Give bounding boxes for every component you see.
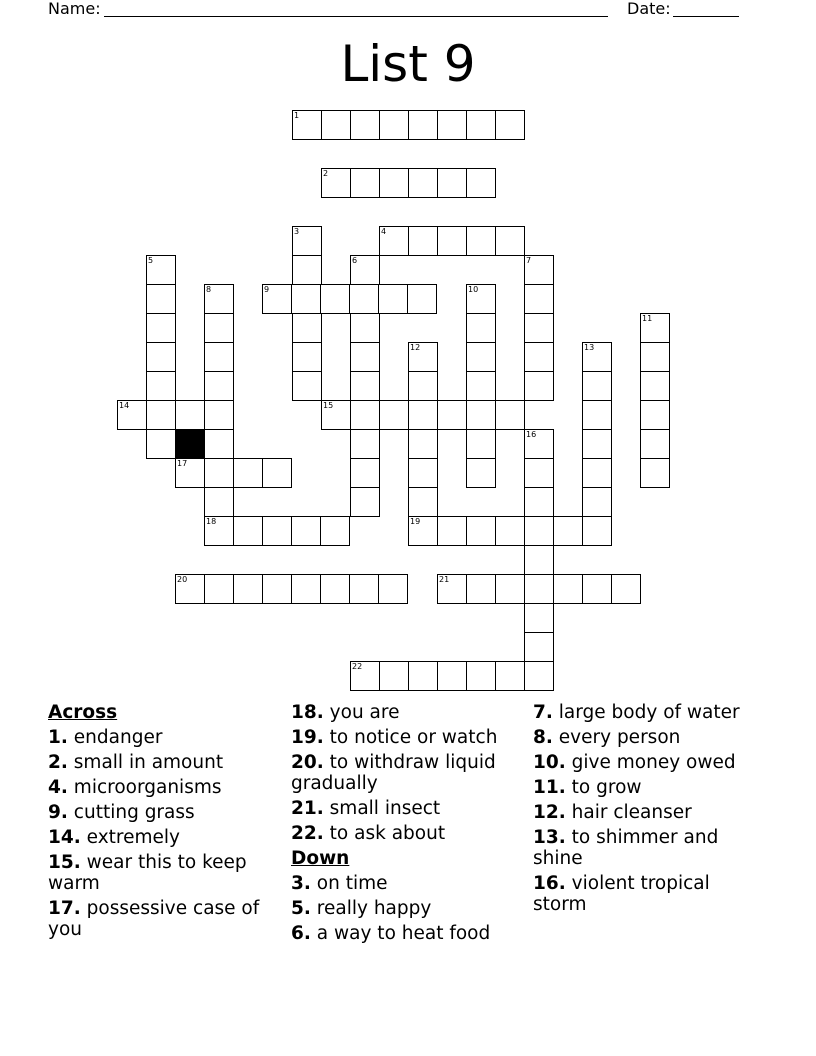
clue-number: 22 [352, 662, 363, 671]
crossword-cell[interactable] [291, 284, 321, 314]
crossword-cell[interactable] [408, 458, 438, 488]
crossword-cell[interactable] [524, 284, 554, 314]
clues-column-3 [533, 702, 763, 919]
across-clue: 22. to ask about [291, 823, 446, 844]
crossword-cell[interactable] [349, 574, 379, 604]
page-title: List 9 [340, 35, 476, 93]
crossword-cell[interactable] [408, 487, 438, 517]
crossword-cell[interactable] [204, 458, 234, 488]
clue-number: 7 [526, 256, 532, 265]
down-clue: 6. a way to heat food [291, 923, 491, 944]
crossword-cell[interactable] [378, 284, 408, 314]
crossword-cell[interactable] [233, 516, 263, 546]
crossword-cell[interactable] [524, 603, 554, 633]
crossword-cell[interactable] [495, 516, 525, 546]
crossword-cell[interactable] [437, 661, 467, 691]
crossword-cell[interactable] [553, 516, 583, 546]
crossword-cell[interactable] [640, 458, 670, 488]
crossword-cell[interactable] [408, 661, 438, 691]
crossword-cell[interactable] [466, 516, 496, 546]
crossword-cell[interactable] [466, 661, 496, 691]
crossword-cell[interactable] [437, 400, 467, 430]
crossword-cell[interactable] [466, 313, 496, 343]
crossword-cell[interactable] [524, 255, 554, 285]
crossword-cell[interactable] [204, 342, 234, 372]
down-clue: 10. give money owed [533, 752, 736, 773]
crossword-cell[interactable] [379, 110, 409, 140]
crossword-cell[interactable] [204, 487, 234, 517]
crossword-cell[interactable] [582, 574, 612, 604]
across-clue: 14. extremely [48, 827, 181, 848]
crossword-cell[interactable] [495, 661, 525, 691]
crossword-cell[interactable] [350, 429, 380, 459]
clue-number: 20 [177, 575, 188, 584]
crossword-cell[interactable] [350, 371, 380, 401]
crossword-cell[interactable] [320, 284, 350, 314]
crossword-cell[interactable] [379, 400, 409, 430]
crossword-cell[interactable] [553, 574, 583, 604]
crossword-cell[interactable] [437, 574, 467, 604]
date-label: Date: [627, 0, 671, 18]
down-clue: 16. violent tropical storm [533, 873, 710, 915]
clue-number: 4 [381, 227, 387, 236]
crossword-cell[interactable] [466, 226, 496, 256]
crossword-cell[interactable] [408, 342, 438, 372]
clue-number: 6 [352, 256, 358, 265]
clue-number: 3 [294, 227, 300, 236]
clues-column-2 [291, 702, 523, 948]
crossword-cell[interactable] [408, 226, 438, 256]
clue-number: 18 [206, 517, 217, 526]
crossword-cell[interactable] [408, 516, 438, 546]
crossword-cell[interactable] [524, 516, 554, 546]
crossword-cell[interactable] [321, 400, 351, 430]
name-label: Name: [48, 0, 101, 18]
clue-number: 9 [264, 285, 270, 294]
crossword-cell[interactable] [640, 400, 670, 430]
crossword-cell[interactable] [408, 110, 438, 140]
crossword-cell[interactable] [262, 458, 292, 488]
crossword-cell[interactable] [350, 487, 380, 517]
crossword-cell[interactable] [640, 429, 670, 459]
clue-number: 5 [148, 256, 154, 265]
crossword-cell[interactable] [146, 313, 176, 343]
down-clue: 5. really happy [291, 898, 432, 919]
crossword-cell[interactable] [582, 429, 612, 459]
crossword-cell[interactable] [292, 110, 322, 140]
clue-number: 1 [294, 111, 300, 120]
across-clue: 17. possessive case of you [48, 898, 260, 940]
crossword-cell[interactable] [292, 226, 322, 256]
crossword-cell[interactable] [291, 516, 321, 546]
clue-number: 19 [410, 517, 421, 526]
crossword-cell[interactable] [146, 371, 176, 401]
crossword-cell[interactable] [466, 574, 496, 604]
crossword-cell[interactable] [204, 516, 234, 546]
crossword-cell[interactable] [524, 371, 554, 401]
crossword-cell[interactable] [466, 371, 496, 401]
crossword-cell[interactable] [582, 371, 612, 401]
crossword-cell[interactable] [350, 342, 380, 372]
across-clue: 2. small in amount [48, 752, 224, 773]
across-clue: 4. microorganisms [48, 777, 222, 798]
crossword-cell[interactable] [291, 574, 321, 604]
clue-number: 21 [439, 575, 450, 584]
crossword-cell[interactable] [117, 400, 147, 430]
crossword-cell[interactable] [524, 342, 554, 372]
crossword-cell[interactable] [379, 661, 409, 691]
crossword-cell[interactable] [640, 371, 670, 401]
down-clue: 12. hair cleanser [533, 802, 692, 823]
crossword-cell[interactable] [466, 110, 496, 140]
crossword-cell[interactable] [640, 342, 670, 372]
crossword-cell[interactable] [437, 110, 467, 140]
crossword-cell[interactable] [466, 458, 496, 488]
crossword-cell[interactable] [262, 516, 292, 546]
crossword-black-cell [175, 429, 205, 459]
crossword-cell[interactable] [582, 342, 612, 372]
crossword-cell[interactable] [204, 574, 234, 604]
crossword-cell[interactable] [292, 371, 322, 401]
crossword-cell[interactable] [204, 313, 234, 343]
crossword-cell[interactable] [611, 574, 641, 604]
clue-number: 14 [119, 401, 130, 410]
crossword-cell[interactable] [582, 400, 612, 430]
crossword-cell[interactable] [350, 400, 380, 430]
across-clue: 20. to withdraw liquid gradually [291, 752, 496, 794]
crossword-cell[interactable] [582, 516, 612, 546]
crossword-cell[interactable] [146, 255, 176, 285]
crossword-cell[interactable] [349, 284, 379, 314]
clues-column-1 [48, 702, 278, 944]
crossword-cell[interactable] [262, 574, 292, 604]
across-clue: 9. cutting grass [48, 802, 195, 823]
crossword-cell[interactable] [582, 487, 612, 517]
crossword-cell[interactable] [495, 226, 525, 256]
crossword-cell[interactable] [524, 632, 554, 662]
crossword-cell[interactable] [466, 429, 496, 459]
down-heading: Down [291, 848, 350, 869]
down-clue: 7. large body of water [533, 702, 740, 723]
clue-number: 11 [642, 314, 653, 323]
crossword-cell[interactable] [233, 574, 263, 604]
crossword-cell[interactable] [408, 429, 438, 459]
crossword-cell[interactable] [292, 255, 322, 285]
crossword-cell[interactable] [204, 400, 234, 430]
crossword-cell[interactable] [204, 284, 234, 314]
clue-number: 10 [468, 285, 479, 294]
clue-number: 8 [206, 285, 212, 294]
down-clue: 3. on time [291, 873, 388, 894]
across-clue: 19. to notice or watch [291, 727, 498, 748]
crossword-cell[interactable] [292, 342, 322, 372]
crossword-cell[interactable] [350, 168, 380, 198]
crossword-cell[interactable] [524, 487, 554, 517]
crossword-cell[interactable] [262, 284, 292, 314]
crossword-cell[interactable] [350, 255, 380, 285]
crossword-cell[interactable] [524, 429, 554, 459]
crossword-cell[interactable] [379, 168, 409, 198]
crossword-cell[interactable] [175, 574, 205, 604]
crossword-cell[interactable] [408, 371, 438, 401]
crossword-cell[interactable] [204, 371, 234, 401]
crossword-cell[interactable] [437, 516, 467, 546]
crossword-cell[interactable] [466, 284, 496, 314]
down-clue: 11. to grow [533, 777, 642, 798]
crossword-cell[interactable] [321, 110, 351, 140]
crossword-cell[interactable] [379, 226, 409, 256]
crossword-cell[interactable] [292, 313, 322, 343]
crossword-cell[interactable] [495, 110, 525, 140]
crossword-cell[interactable] [146, 342, 176, 372]
down-clue: 13. to shimmer and shine [533, 827, 719, 869]
crossword-cell[interactable] [466, 342, 496, 372]
crossword-cell[interactable] [408, 168, 438, 198]
crossword-cell[interactable] [582, 458, 612, 488]
crossword-cell[interactable] [233, 458, 263, 488]
clue-number: 16 [526, 430, 537, 439]
crossword-cell[interactable] [146, 429, 176, 459]
crossword-cell[interactable] [495, 574, 525, 604]
crossword-cell[interactable] [350, 110, 380, 140]
clue-number: 15 [323, 401, 334, 410]
clue-number: 2 [323, 169, 329, 178]
crossword-cell[interactable] [524, 661, 554, 691]
crossword-cell[interactable] [407, 284, 437, 314]
crossword-cell[interactable] [495, 400, 525, 430]
down-clue: 8. every person [533, 727, 681, 748]
crossword-cell[interactable] [524, 545, 554, 575]
crossword-cell[interactable] [321, 168, 351, 198]
crossword-cell[interactable] [524, 313, 554, 343]
across-heading: Across [48, 702, 118, 723]
clue-number: 17 [177, 459, 188, 468]
crossword-cell[interactable] [175, 458, 205, 488]
crossword-cell[interactable] [175, 400, 205, 430]
crossword-cell[interactable] [408, 400, 438, 430]
across-clue: 18. you are [291, 702, 400, 723]
crossword-cell[interactable] [350, 458, 380, 488]
clue-number: 13 [584, 343, 595, 352]
crossword-cell[interactable] [466, 168, 496, 198]
crossword-cell[interactable] [640, 313, 670, 343]
crossword-cell[interactable] [378, 574, 408, 604]
crossword-cell[interactable] [437, 226, 467, 256]
crossword-cell[interactable] [320, 574, 350, 604]
crossword-cell[interactable] [437, 168, 467, 198]
crossword-cell[interactable] [350, 313, 380, 343]
crossword-cell[interactable] [350, 661, 380, 691]
crossword-cell[interactable] [466, 400, 496, 430]
crossword-cell[interactable] [146, 400, 176, 430]
across-clue: 21. small insect [291, 798, 441, 819]
crossword-cell[interactable] [524, 574, 554, 604]
clue-number: 12 [410, 343, 421, 352]
crossword-cell[interactable] [320, 516, 350, 546]
crossword-cell[interactable] [524, 458, 554, 488]
crossword-cell[interactable] [204, 429, 234, 459]
across-clue: 15. wear this to keep warm [48, 852, 247, 894]
crossword-cell[interactable] [146, 284, 176, 314]
across-clue: 1. endanger [48, 727, 163, 748]
